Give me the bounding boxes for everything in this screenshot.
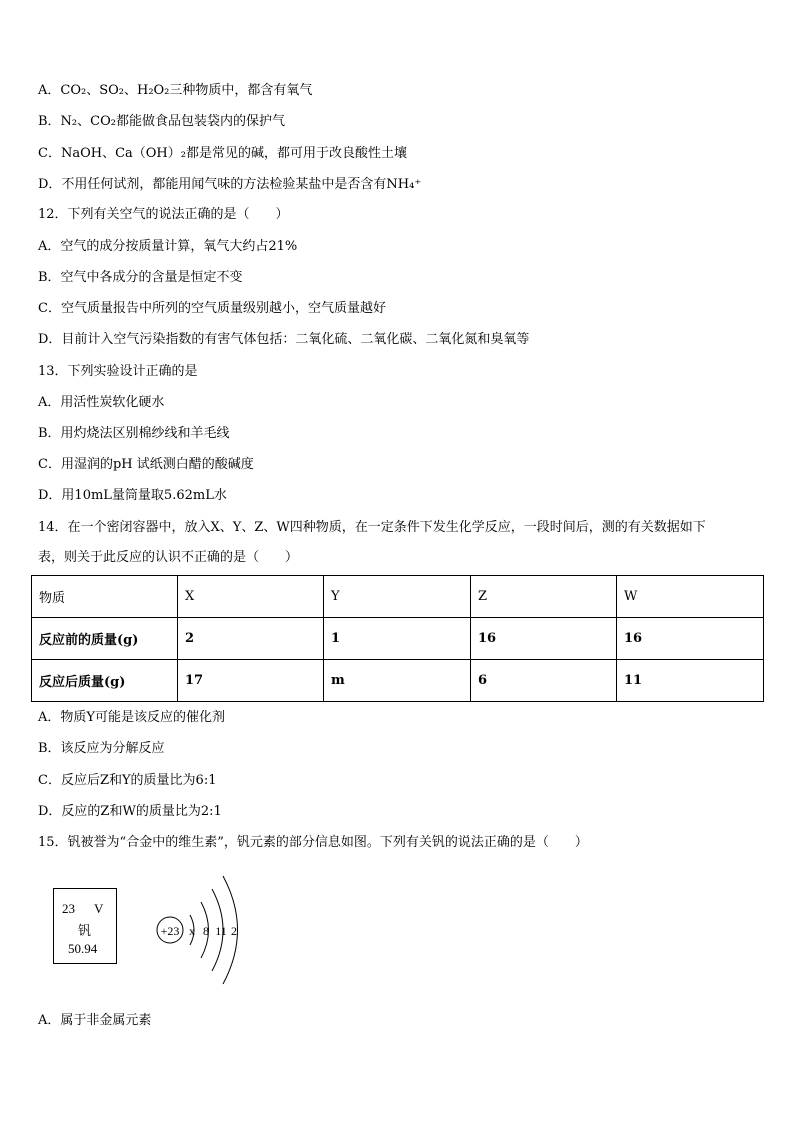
element-card — [53, 888, 117, 964]
table-header-cell: X — [178, 576, 324, 618]
shell-electron-count: x — [189, 924, 195, 938]
q14-option-d: D．反应的Z和W的质量比为2:1 — [38, 804, 222, 819]
table-cell: 反应前的质量(g) — [32, 618, 178, 660]
table-header-cell: W — [617, 576, 764, 618]
q14-stem-line2: 表，则关于此反应的认识不正确的是（ ） — [38, 550, 299, 565]
q12-option-b: B．空气中各成分的含量是恒定不变 — [38, 270, 243, 285]
element-symbol: V — [94, 901, 104, 916]
table-cell: m — [324, 660, 471, 702]
q15-stem: 15．钒被誉为“合金中的维生素”，钒元素的部分信息如图。下列有关钒的说法正确的是（ ） — [38, 835, 588, 850]
table-row — [32, 660, 764, 702]
atomic-number: 23 — [62, 901, 75, 916]
q14-option-c: C．反应后Z和Y的质量比为6:1 — [38, 773, 217, 788]
q15-option-a: A．属于非金属元素 — [38, 1013, 152, 1028]
element-name: 钒 — [78, 923, 92, 938]
q14-option-b: B．该反应为分解反应 — [38, 741, 165, 756]
q12-stem: 12．下列有关空气的说法正确的是（ ） — [38, 207, 289, 222]
table-cell: 反应后质量(g) — [32, 660, 178, 702]
table-header-cell: Z — [471, 576, 617, 618]
q11-option-d: D．不用任何试剂，都能用闻气味的方法检验某盐中是否含有NH₄⁺ — [38, 177, 422, 192]
nucleus-charge: +23 — [160, 924, 180, 938]
q11-option-b: B．N₂、CO₂都能做食品包装袋内的保护气 — [38, 114, 285, 129]
table-header-cell: Y — [324, 576, 471, 618]
q11-option-a: A．CO₂、SO₂、H₂O₂三种物质中，都含有氧气 — [38, 83, 313, 98]
table-cell: 16 — [617, 618, 764, 660]
q13-option-c: C．用湿润的pH 试纸测白醋的酸碱度 — [38, 457, 254, 472]
table-cell: 17 — [178, 660, 324, 702]
q14-stem-line1: 14．在一个密闭容器中，放入X、Y、Z、W四种物质，在一定条件下发生化学反应，一段时间后，测的有关数据如下 — [38, 520, 706, 535]
table-row — [32, 618, 764, 660]
q14-data-table — [31, 575, 764, 702]
q12-option-d: D．目前计入空气污染指数的有害气体包括：二氧化硫、二氧化碳、二氧化氮和臭氧等 — [38, 332, 530, 347]
q12-option-a: A．空气的成分按质量计算，氧气大约占21% — [38, 239, 298, 254]
q12-option-c: C．空气质量报告中所列的空气质量级别越小，空气质量越好 — [38, 301, 386, 316]
q13-option-a: A．用活性炭软化硬水 — [38, 395, 165, 410]
atom-structure-diagram — [150, 868, 260, 988]
q13-option-d: D．用10mL量筒量取5.62mL水 — [38, 488, 227, 503]
q13-stem: 13．下列实验设计正确的是 — [38, 364, 198, 379]
table-header-cell: 物质 — [32, 576, 178, 618]
table-cell: 6 — [471, 660, 617, 702]
table-header-row — [32, 576, 764, 618]
table-cell: 11 — [617, 660, 764, 702]
q11-option-c: C．NaOH、Ca（OH）₂都是常见的碱，都可用于改良酸性土壤 — [38, 146, 407, 161]
table-cell: 16 — [471, 618, 617, 660]
table-cell: 1 — [324, 618, 471, 660]
table-cell: 2 — [178, 618, 324, 660]
atomic-mass: 50.94 — [68, 941, 98, 956]
shell-electron-count: 8 — [203, 924, 209, 938]
q13-option-b: B．用灼烧法区别棉纱线和羊毛线 — [38, 426, 230, 441]
q14-option-a: A．物质Y可能是该反应的催化剂 — [38, 710, 225, 725]
shell-electron-count: 2 — [231, 924, 237, 938]
shell-electron-count: 11 — [215, 924, 227, 938]
